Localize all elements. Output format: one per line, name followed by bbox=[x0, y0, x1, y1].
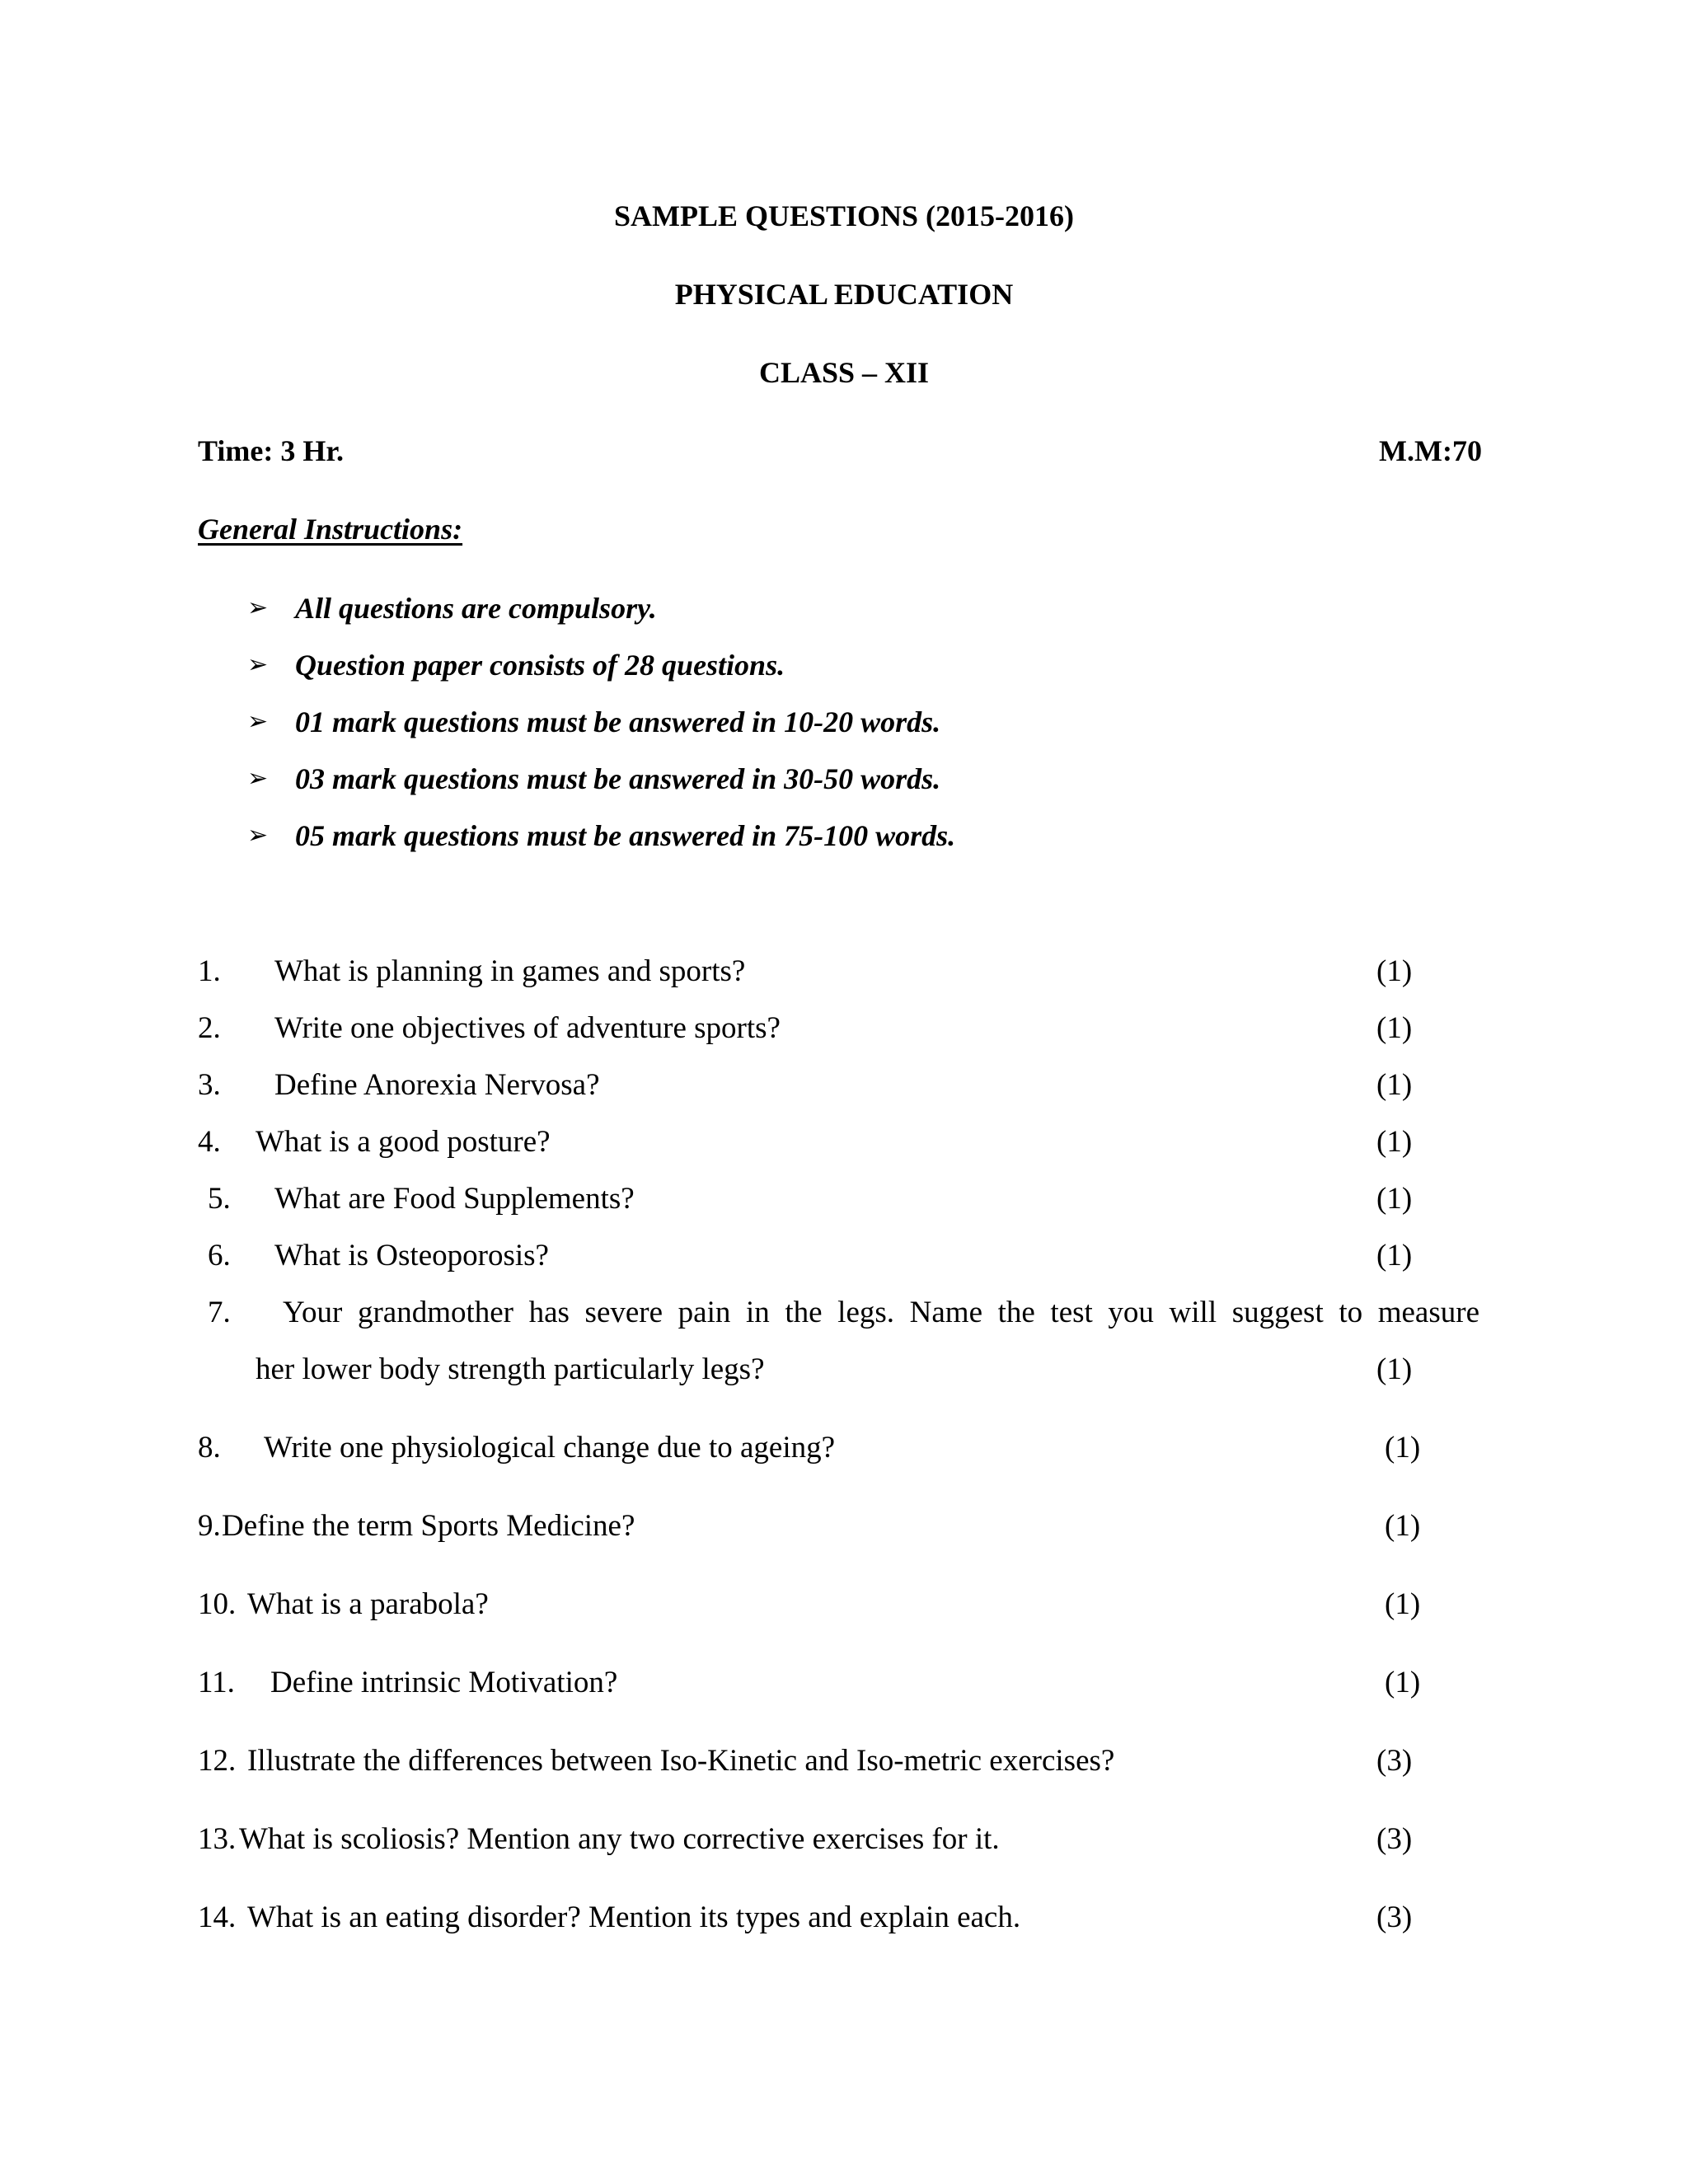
question-text: Define intrinsic Motivation? bbox=[270, 1666, 618, 1699]
question-number: 8. bbox=[198, 1431, 221, 1465]
instruction-text: All questions are compulsory. bbox=[295, 592, 657, 625]
instruction-text: 03 mark questions must be answered in 30-50 words. bbox=[295, 762, 941, 795]
question-number: 2. bbox=[198, 1011, 221, 1045]
question-text: Write one objectives of adventure sports? bbox=[274, 1011, 781, 1045]
question-text: Define the term Sports Medicine? bbox=[222, 1509, 635, 1543]
question-number: 4. bbox=[198, 1125, 221, 1159]
question-number: 14. bbox=[198, 1900, 237, 1934]
instruction-text: 05 mark questions must be answered in 75-100 words. bbox=[295, 819, 956, 852]
question-marks: (1) bbox=[1376, 1125, 1413, 1159]
question-number: 10. bbox=[198, 1587, 237, 1621]
time-label: Time: 3 Hr. bbox=[198, 434, 344, 467]
question-number: 5. bbox=[208, 1182, 231, 1216]
question-number: 1. bbox=[198, 954, 221, 988]
arrow-bullet-icon: ➢ bbox=[247, 650, 269, 679]
question-marks: (1) bbox=[1385, 1666, 1421, 1699]
question-text: What is scoliosis? Mention any two corrective exercises for it. bbox=[239, 1822, 1000, 1856]
question-number: 3. bbox=[198, 1068, 221, 1102]
question-number: 7. bbox=[208, 1296, 231, 1329]
subject-heading: PHYSICAL EDUCATION bbox=[674, 278, 1014, 311]
question-text: Illustrate the differences between Iso-Kinetic and Iso-metric exercises? bbox=[247, 1744, 1115, 1778]
question-number: 12. bbox=[198, 1744, 237, 1778]
arrow-bullet-icon: ➢ bbox=[247, 593, 269, 622]
question-marks: (1) bbox=[1376, 1068, 1413, 1102]
paper-title: SAMPLE QUESTIONS (2015-2016) bbox=[613, 199, 1075, 232]
question-text: What is planning in games and sports? bbox=[274, 954, 746, 988]
question-marks: (1) bbox=[1376, 1239, 1413, 1272]
question-text: What is a good posture? bbox=[256, 1125, 551, 1159]
question-marks: (1) bbox=[1376, 1352, 1413, 1386]
question-text: What is a parabola? bbox=[247, 1587, 489, 1621]
question-text: Define Anorexia Nervosa? bbox=[274, 1068, 600, 1102]
question-marks: (1) bbox=[1385, 1431, 1421, 1465]
question-marks: (3) bbox=[1376, 1822, 1413, 1856]
max-marks-label: M.M:70 bbox=[1379, 434, 1482, 467]
question-text: Write one physiological change due to ageing? bbox=[264, 1431, 836, 1465]
question-text: Your grandmother has severe pain in the legs. Name the test you will suggest to measure bbox=[283, 1296, 1479, 1329]
question-marks: (1) bbox=[1385, 1509, 1421, 1543]
question-text: What is an eating disorder? Mention its types and explain each. bbox=[247, 1900, 1021, 1934]
question-number: 6. bbox=[208, 1239, 231, 1272]
arrow-bullet-icon: ➢ bbox=[247, 707, 269, 736]
arrow-bullet-icon: ➢ bbox=[247, 764, 269, 793]
instruction-text: Question paper consists of 28 questions. bbox=[295, 649, 785, 682]
arrow-bullet-icon: ➢ bbox=[247, 821, 269, 850]
question-number: 11. bbox=[198, 1666, 235, 1699]
instruction-text: 01 mark questions must be answered in 10-20 words. bbox=[295, 705, 941, 738]
instructions-heading: General Instructions: bbox=[198, 513, 463, 546]
question-marks: (1) bbox=[1385, 1587, 1421, 1621]
question-number: 13. bbox=[198, 1822, 237, 1856]
question-marks: (3) bbox=[1376, 1900, 1413, 1934]
question-marks: (1) bbox=[1376, 1011, 1413, 1045]
question-number: 9. bbox=[198, 1509, 221, 1543]
class-heading: CLASS – XII bbox=[758, 356, 930, 389]
question-text: What are Food Supplements? bbox=[274, 1182, 635, 1216]
question-marks: (3) bbox=[1376, 1744, 1413, 1778]
question-text: What is Osteoporosis? bbox=[274, 1239, 549, 1272]
question-marks: (1) bbox=[1376, 1182, 1413, 1216]
question-marks: (1) bbox=[1376, 954, 1413, 988]
question-text-continued: her lower body strength particularly legs? bbox=[256, 1352, 765, 1386]
